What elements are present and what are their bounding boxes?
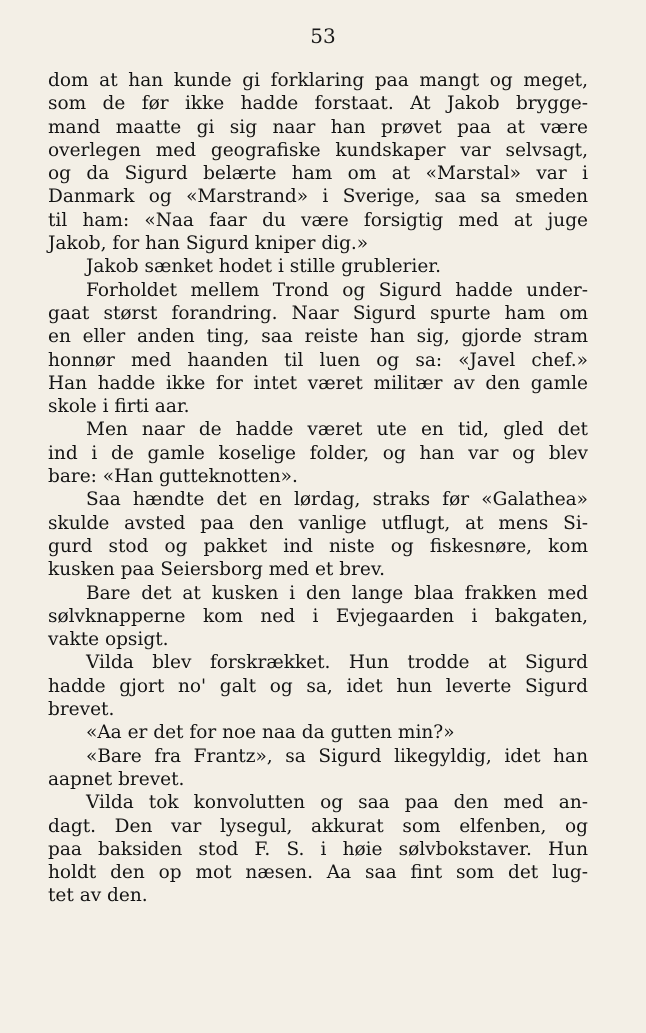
text-line: og da Sigurd belærte ham om at «Marstal» var i <box>48 163 588 185</box>
page-number: 53 <box>310 24 336 48</box>
text-line: «Bare fra Frantz», sa Sigurd likegyldig, idet han <box>86 745 588 767</box>
text-line: Vilda blev forskrækket. Hun trodde at Sigurd <box>86 652 588 674</box>
text-line: Bare det at kusken i den lange blaa frakken med <box>86 582 588 604</box>
text-line: skulde avsted paa den vanlige utflugt, at mens Si- <box>48 512 588 534</box>
text-line: til ham: «Naa faar du være forsigtig med at juge <box>48 209 588 231</box>
text-line: Forholdet mellem Trond og Sigurd hadde under- <box>86 279 588 301</box>
text-line: som de før ikke hadde forstaat. At Jakob brygge- <box>48 93 588 115</box>
text-line: vakte opsigt. <box>48 629 169 651</box>
text-line: Saa hændte det en lørdag, straks før «Galathea» <box>86 489 588 511</box>
text-line: Jakob sænket hodet i stille grublerier. <box>86 256 441 278</box>
text-line: holdt den op mot næsen. Aa saa fint som det lug- <box>48 862 588 884</box>
text-line: en eller anden ting, saa reiste han sig, gjorde stram <box>48 326 588 348</box>
text-line: Men naar de hadde været ute en tid, gled det <box>86 419 588 441</box>
text-line: skole i firti aar. <box>48 396 190 418</box>
text-line: aapnet brevet. <box>48 768 185 790</box>
text-line: honnør med haanden til luen og sa: «Javel chef.» <box>48 349 588 371</box>
text-line: bare: «Han gutteknotten». <box>48 466 298 488</box>
text-line: Han hadde ikke for intet været militær av den gamle <box>48 372 588 394</box>
text-line: paa baksiden stod F. S. i høie sølvbokstaver. Hun <box>48 838 588 860</box>
text-line: tet av den. <box>48 885 148 907</box>
text-line: gaat størst forandring. Naar Sigurd spurte ham om <box>48 302 588 324</box>
text-line: ind i de gamle koselige folder, og han var og blev <box>48 442 588 464</box>
text-line: «Aa er det for noe naa da gutten min?» <box>86 722 455 744</box>
text-line: overlegen med geografiske kundskaper var selvsagt, <box>48 139 588 161</box>
text-line: Danmark og «Marstrand» i Sverige, saa sa smeden <box>48 186 588 208</box>
text-line: Jakob, for han Sigurd kniper dig.» <box>48 233 369 255</box>
body-text <box>48 69 588 908</box>
text-line: dagt. Den var lysegul, akkurat som elfenben, og <box>48 815 588 837</box>
text-line: brevet. <box>48 699 115 721</box>
text-line: mand maatte gi sig naar han prøvet paa at være <box>48 116 588 138</box>
text-line: kusken paa Seiersborg med et brev. <box>48 559 385 581</box>
text-line: dom at han kunde gi forklaring paa mangt og meget, <box>48 70 588 91</box>
text-line: hadde gjort no' galt og sa, idet hun leverte Sigurd <box>48 675 588 697</box>
text-line: Vilda tok konvolutten og saa paa den med an- <box>86 792 588 814</box>
text-line: gurd stod og pakket ind niste og fiskesnøre, kom <box>48 535 588 557</box>
text-line: sølvknapperne kom ned i Evjegaarden i bakgaten, <box>48 605 588 627</box>
